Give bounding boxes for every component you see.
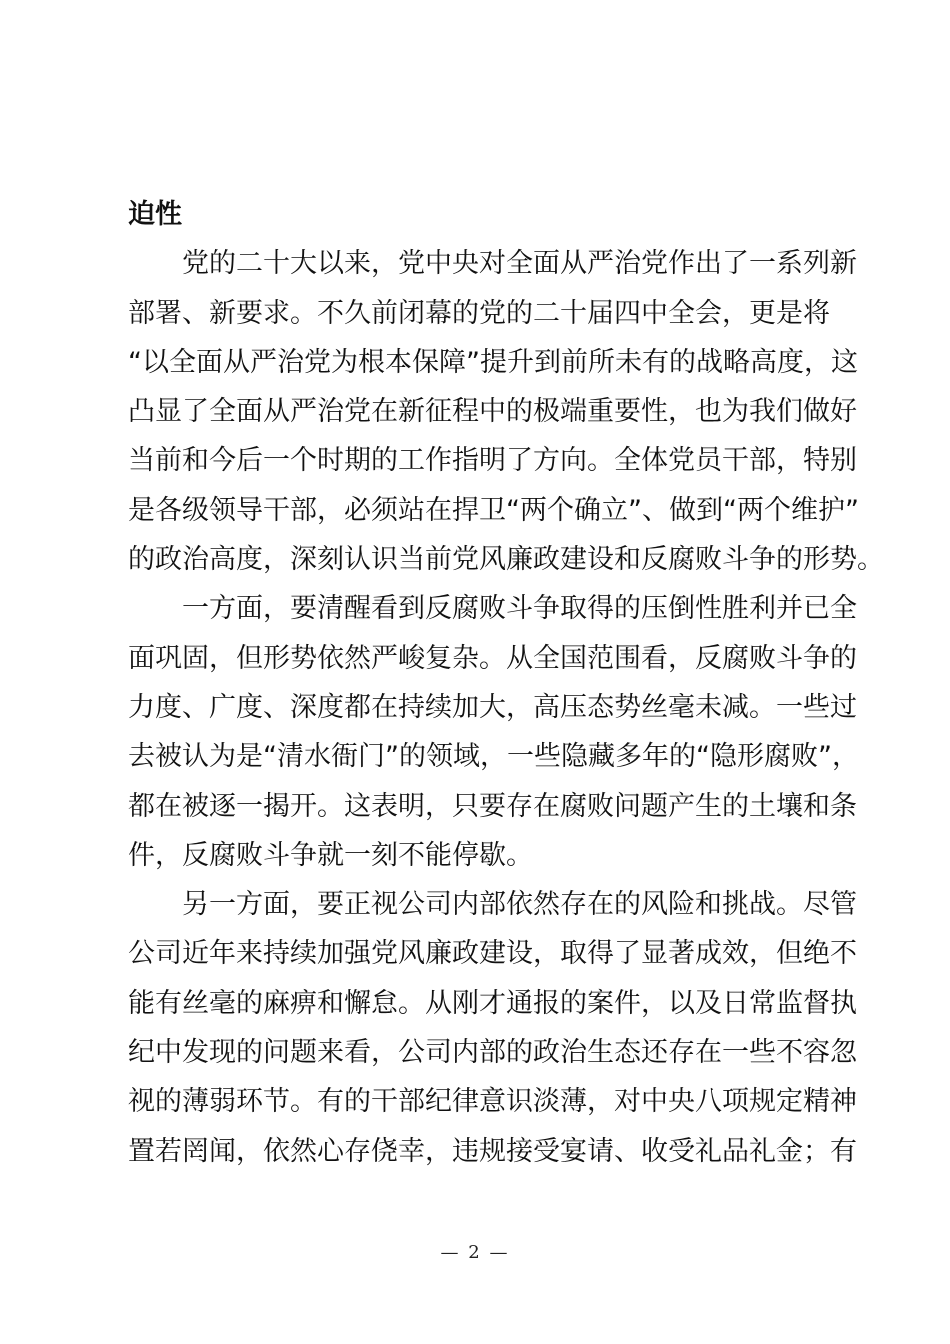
text-line: 另一方面，要正视公司内部依然存在的风险和挑战。尽管: [182, 889, 857, 921]
text-line: 都在被逐一揭开。这表明，只要存在腐败问题产生的土壤和条: [128, 790, 857, 822]
text-line: 去被认为是“清水衙门”的领域，一些隐藏多年的“隐形腐败”，: [128, 741, 859, 773]
text-line: 面巩固，但形势依然严峻复杂。从全国范围看，反腐败斗争的: [128, 642, 857, 674]
text-line: 力度、广度、深度都在持续加大，高压态势丝毫未减。一些过: [128, 691, 857, 723]
paragraph: [128, 584, 859, 880]
document-body: [128, 190, 884, 1176]
text-line: 凸显了全面从严治党在新征程中的极端重要性，也为我们做好: [128, 396, 857, 428]
text-line: 部署、新要求。不久前闭幕的党的二十届四中全会，更是将: [128, 297, 830, 329]
text-line: 视的薄弱环节。有的干部纪律意识淡薄，对中央八项规定精神: [128, 1086, 857, 1118]
paragraphs: [128, 239, 884, 1176]
paragraph: [128, 880, 857, 1176]
text-line: 纪中发现的问题来看，公司内部的政治生态还存在一些不容忽: [128, 1037, 857, 1069]
section-heading: 迫性: [128, 199, 182, 230]
text-line: 是各级领导干部，必须站在捍卫“两个确立”、做到“两个维护”: [128, 494, 859, 526]
text-line: 当前和今后一个时期的工作指明了方向。全体党员干部，特别: [128, 445, 857, 477]
text-line: 一方面，要清醒看到反腐败斗争取得的压倒性胜利并已全: [182, 593, 857, 625]
text-line: 置若罔闻，依然心存侥幸，违规接受宴请、收受礼品礼金；有: [128, 1135, 857, 1167]
text-line: 党的二十大以来，党中央对全面从严治党作出了一系列新: [182, 248, 857, 280]
paragraph: [128, 239, 884, 584]
text-line: 件，反腐败斗争就一刻不能停歇。: [128, 839, 533, 871]
text-line: “以全面从严治党为根本保障”提升到前所未有的战略高度，这: [128, 346, 858, 378]
text-line: 能有丝毫的麻痹和懈怠。从刚才通报的案件，以及日常监督执: [128, 987, 857, 1019]
text-line: 公司近年来持续加强党风廉政建设，取得了显著成效，但绝不: [128, 938, 857, 970]
page-number: — 2 —: [440, 1242, 510, 1263]
text-line: 的政治高度，深刻认识当前党风廉政建设和反腐败斗争的形势。: [128, 544, 884, 576]
